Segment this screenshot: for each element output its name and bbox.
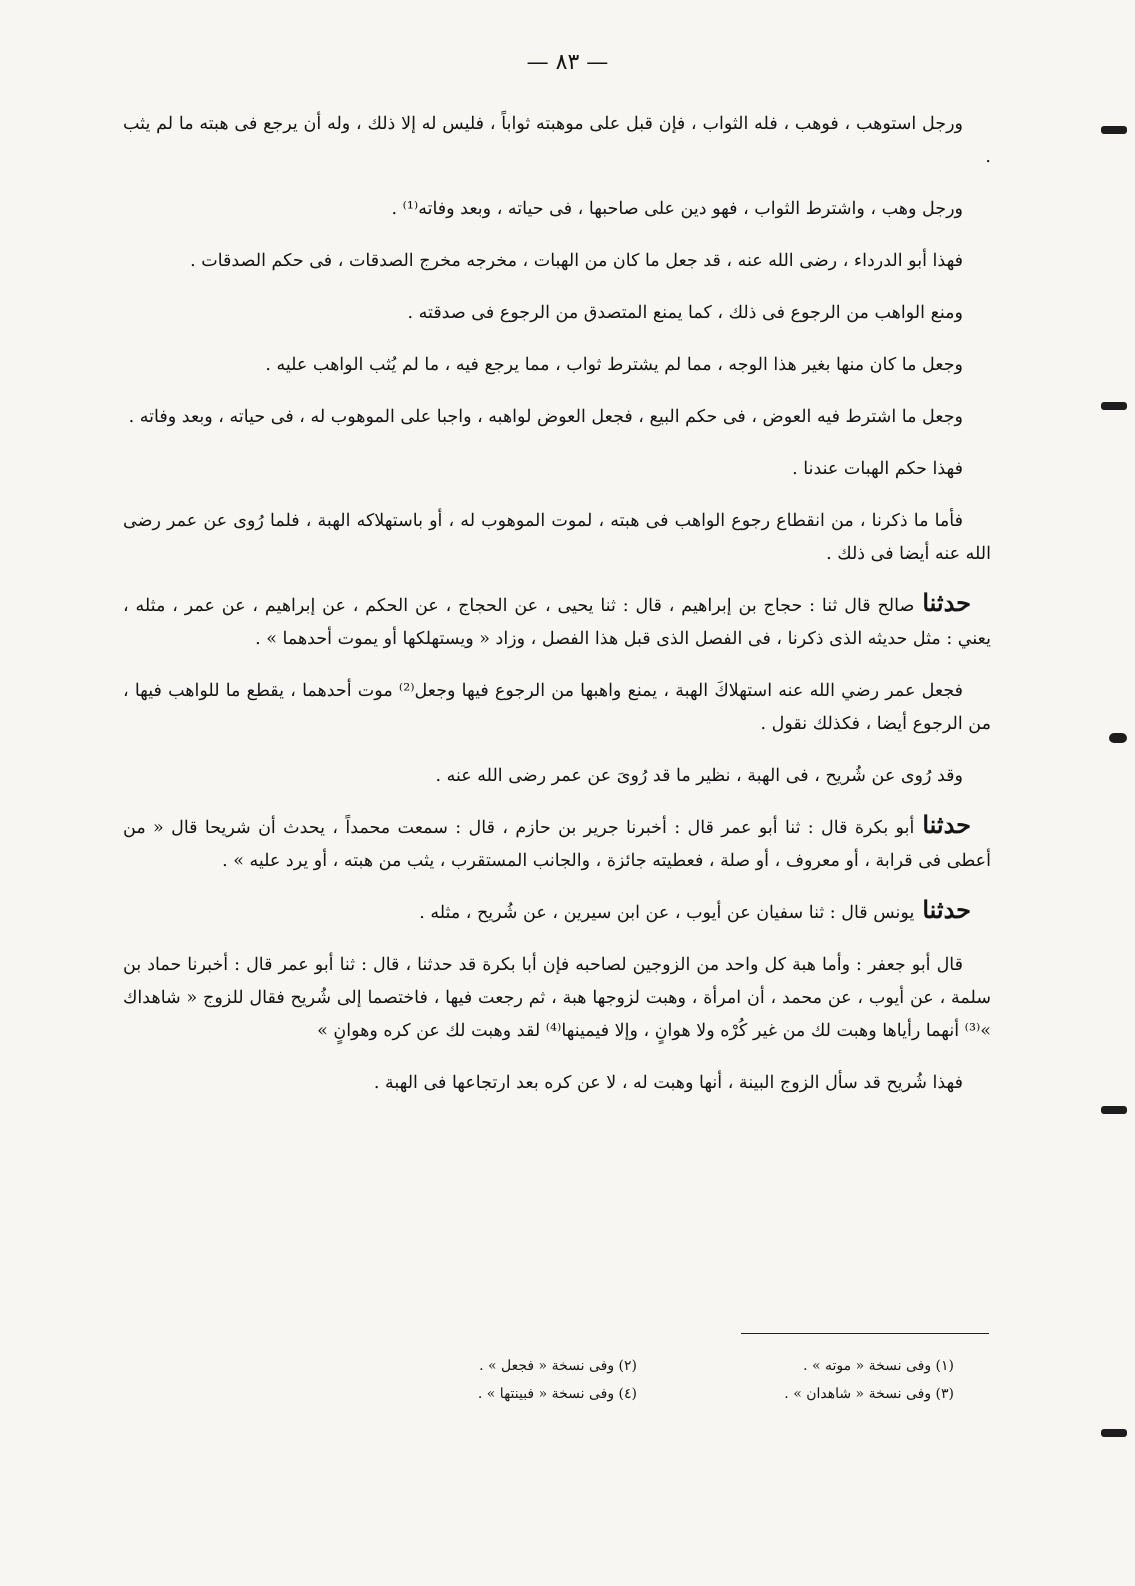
paragraph-6 [123,397,991,434]
paragraph-10 [123,671,991,741]
footnote-1: (١) وفى نسخة « موته » . [803,1358,954,1374]
paragraph-11 [123,756,991,793]
scan-edge-mark [1109,733,1127,743]
paragraph-4 [123,293,991,330]
footnote-divider [741,1333,989,1334]
paragraph-text: ومنع الواهب من الرجوع فى ذلك ، كما يمنع المتصدق من الرجوع فى صدقته . [407,303,963,323]
paragraph-7 [123,449,991,486]
paragraph-lead: حدثنا [922,588,971,617]
footnotes [360,1352,954,1408]
page-number: — ٨٣ — [526,50,609,75]
main-text [123,104,991,1115]
footnote-4: (٤) وفى نسخة « فبينتها » . [477,1386,637,1402]
paragraph-3 [123,241,991,278]
paragraph-text: وجعل ما كان منها بغير هذا الوجه ، مما لم يشترط ثواب ، مما يرجع فيه ، ما لم يُثب الواهب عليه . [265,355,963,375]
scan-edge-mark [1101,126,1127,134]
scan-edge-mark [1101,1429,1127,1437]
paragraph-text: فهذا أبو الدرداء ، رضى الله عنه ، قد جعل ما كان من الهبات ، مخرجه مخرج الصدقات ، فى حكم الصدقات . [190,251,963,271]
paragraph-lead: حدثنا [922,810,971,839]
paragraph-2 [123,189,991,226]
paragraph-text: يونس قال : ثنا سفيان عن أيوب ، عن ابن سيرين ، عن شُريح ، مثله . [419,903,915,923]
footnote-3: (٣) وفى نسخة « شاهدان » . [784,1386,954,1402]
paragraph-15 [123,1063,991,1100]
paragraph-text: ورجل استوهب ، فوهب ، فله الثواب ، فإن قبل على موهبته ثواباً ، فليس له إلا ذلك ، وله أن يرجع فى هبته ما لم يثب . [123,114,991,167]
paragraph-text: فجعل عمر رضي الله عنه استهلاكَ الهبة ، يمنع واهبها من الرجوع فيها وجعل⁽²⁾ موت أحدهما ، يقطع ما للواهب فيها ، من الرجوع أيضا ، فكذلك نقول . [123,681,991,734]
paragraph-14 [123,945,991,1048]
paragraph-text: أبو بكرة قال : ثنا أبو عمر قال : أخبرنا جرير بن حازم ، قال : سمعت محمداً ، يحدث أن شريحا قال « من أعطى فى قرابة ، أو معروف ، أو صلة ، فعطيته جائزة ، والجانب المستقرب ، يثب من هبته ، أو يرد عليه » . [123,818,991,871]
paragraph-12 [123,808,991,878]
paragraph-text: فهذا شُريح قد سأل الزوج البينة ، أنها وهبت له ، لا عن كره بعد ارتجاعها فى الهبة . [373,1073,963,1093]
paragraph-9 [123,586,991,656]
scan-edge-mark [1101,1106,1127,1114]
paragraph-text: فأما ما ذكرنا ، من انقطاع رجوع الواهب فى هبته ، لموت الموهوب له ، أو باستهلاكه الهبة ، فلما رُوى عن عمر رضى الله عنه أيضا فى ذلك . [123,511,991,564]
paragraph-8 [123,501,991,571]
scan-edge-mark [1101,402,1127,410]
paragraph-13 [123,893,991,930]
paragraph-text: صالح قال ثنا : حجاج بن إبراهيم ، قال : ثنا يحيى ، عن الحجاج ، عن الحكم ، عن إبراهيم ، عن عمر ، مثله ، يعني : مثل حديثه الذى ذكرنا ، فى الفصل الذى قبل هذا الفصل ، وزاد « ويستهلكها أو يموت أحدهما » . [123,596,991,649]
paragraph-text: وجعل ما اشترط فيه العوض ، فى حكم البيع ، فجعل العوض لواهبه ، واجبا على الموهوب له ، فى حياته ، وبعد وفاته . [128,407,963,427]
paragraph-text: فهذا حكم الهبات عندنا . [792,459,963,479]
paragraph-lead: حدثنا [922,895,971,924]
paragraph-text: ورجل وهب ، واشترط الثواب ، فهو دين على صاحبها ، فى حياته ، وبعد وفاته⁽¹⁾ . [391,199,963,219]
paragraph-1 [123,104,991,174]
paragraph-text: قال أبو جعفر : وأما هبة كل واحد من الزوجين لصاحبه فإن أبا بكرة قد حدثنا ، قال : ثنا أبو عمر قال : أخبرنا حماد بن سلمة ، عن أيوب ، عن محمد ، أن امرأة ، وهبت لزوجها هبة ، ثم رجعت فيها ، فاختصما إلى شُريح فقال للزوج « شاهداك »⁽³⁾ أنهما رأياها وهبت لك من غير كُرْه ولا هوانٍ ، وإلا فيمينها⁽⁴⁾ لقد وهبت لك عن كره وهوانٍ » [123,955,991,1041]
paragraph-text: وقد رُوى عن شُريح ، فى الهبة ، نظير ما قد رُوىَ عن عمر رضى الله عنه . [435,766,963,786]
footnote-2: (٢) وفى نسخة « فجعل » . [479,1358,637,1374]
paragraph-5 [123,345,991,382]
